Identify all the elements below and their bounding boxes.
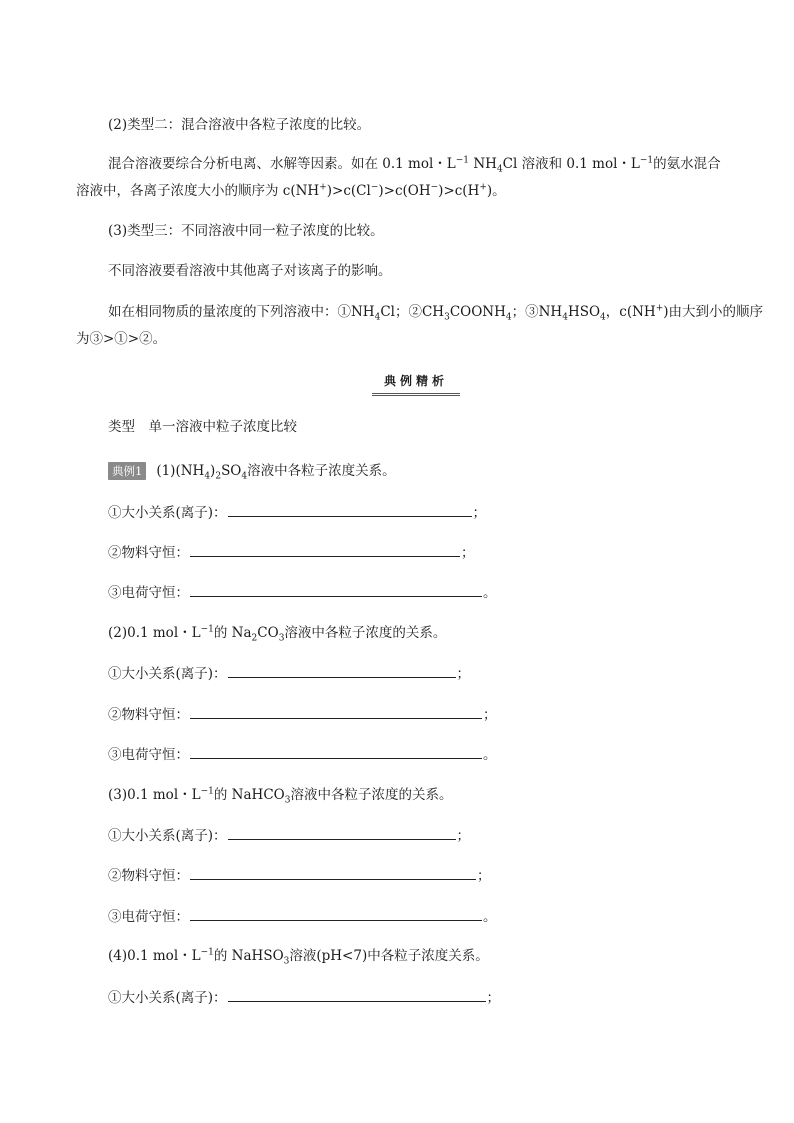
size-relation-label: ①大小关系(离子)： <box>108 505 227 521</box>
q1-size-relation-blank[interactable] <box>228 503 472 517</box>
q2-charge-conservation-row: ③电荷守恒： 。 <box>108 747 497 763</box>
type3-paragraph-line2: 如在相同物质的量浓度的下列溶液中：$①NH_4Cl$；$②CH_3COONH_4$；$③NH_4HSO_4$，c(NH+)由大到小的顺序 <box>108 303 764 323</box>
charge-conservation-label: ③电荷守恒： <box>108 909 189 925</box>
charge-conservation-label: ③电荷守恒： <box>108 747 189 763</box>
type3-heading: (3)类型三：不同溶液中同一粒子浓度的比较。 <box>108 223 384 239</box>
q2-charge-conservation-blank[interactable] <box>190 745 482 759</box>
q4-size-relation-blank[interactable] <box>228 988 486 1002</box>
q3-charge-conservation-blank[interactable] <box>190 907 482 921</box>
material-conservation-label: ②物料守恒： <box>108 707 189 723</box>
q3-material-conservation-blank[interactable] <box>190 866 476 880</box>
q2-material-conservation-row: ②物料守恒： ； <box>108 707 497 723</box>
size-relation-label: ①大小关系(离子)： <box>108 828 227 844</box>
q1-material-conservation-row: ②物料守恒： ； <box>108 545 475 561</box>
q3-size-relation-row: ①大小关系(离子)： ； <box>108 828 471 844</box>
material-conservation-label: ②物料守恒： <box>108 868 189 884</box>
q1-material-conservation-blank[interactable] <box>190 543 460 557</box>
example1-question3: (3)0.1 mol・$L^{-1}$的 NaHCO$_3$溶液中各粒子浓度的关系。 <box>108 786 453 806</box>
size-relation-label: ①大小关系(离子)： <box>108 990 227 1006</box>
q2-material-conservation-blank[interactable] <box>190 705 482 719</box>
q3-size-relation-blank[interactable] <box>228 826 456 840</box>
q1-charge-conservation-row: ③电荷守恒： 。 <box>108 585 497 601</box>
example-badge: 典例1 <box>108 462 146 480</box>
example1-question4: (4)0.1 mol・$L^{-1}$的 NaHSO$_3$溶液(pH<7)中各粒子浓度关系。 <box>108 947 489 967</box>
type3-paragraph-line3: 为③>①>②。 <box>76 331 167 347</box>
type2-heading: (2)类型二：混合溶液中各粒子浓度的比较。 <box>108 117 371 133</box>
section-title: 典例精析 <box>372 372 460 396</box>
q2-size-relation-row: ①大小关系(离子)： ； <box>108 666 471 682</box>
q3-material-conservation-row: ②物料守恒： ； <box>108 868 491 884</box>
charge-conservation-label: ③电荷守恒： <box>108 585 189 601</box>
example1-question1: 典例1 $(1)(NH_4)_2SO_4$溶液中各粒子浓度关系。 <box>108 462 396 480</box>
size-relation-label: ①大小关系(离子)： <box>108 666 227 682</box>
example1-question2: (2)0.1 mol・$L^{-1}$的 $Na_2CO_3$溶液中各粒子浓度的关系。 <box>108 624 447 644</box>
material-conservation-label: ②物料守恒： <box>108 545 189 561</box>
q1-charge-conservation-blank[interactable] <box>190 583 482 597</box>
type2-paragraph-line1: 混合溶液要综合分析电离、水解等因素。如在 0.1 mol・$L^{-1}$ $NH_4Cl$ 溶液和 0.1 mol・$L^{-1}$的氨水混合 <box>108 155 721 175</box>
q1-size-relation-row: ①大小关系(离子)： ； <box>108 505 487 521</box>
type2-paragraph-line2: 溶液中，各离子浓度大小的顺序为 c(NH+)>c(Cl−)>c(OH−)>c(H+)。 <box>76 182 506 199</box>
q2-size-relation-blank[interactable] <box>228 664 456 678</box>
type3-paragraph-line1: 不同溶液要看溶液中其他离子对该离子的影响。 <box>108 263 392 279</box>
q3-charge-conservation-row: ③电荷守恒： 。 <box>108 909 497 925</box>
category-heading: 类型 单一溶液中粒子浓度比较 <box>108 419 297 435</box>
q4-size-relation-row: ①大小关系(离子)： ； <box>108 990 501 1006</box>
